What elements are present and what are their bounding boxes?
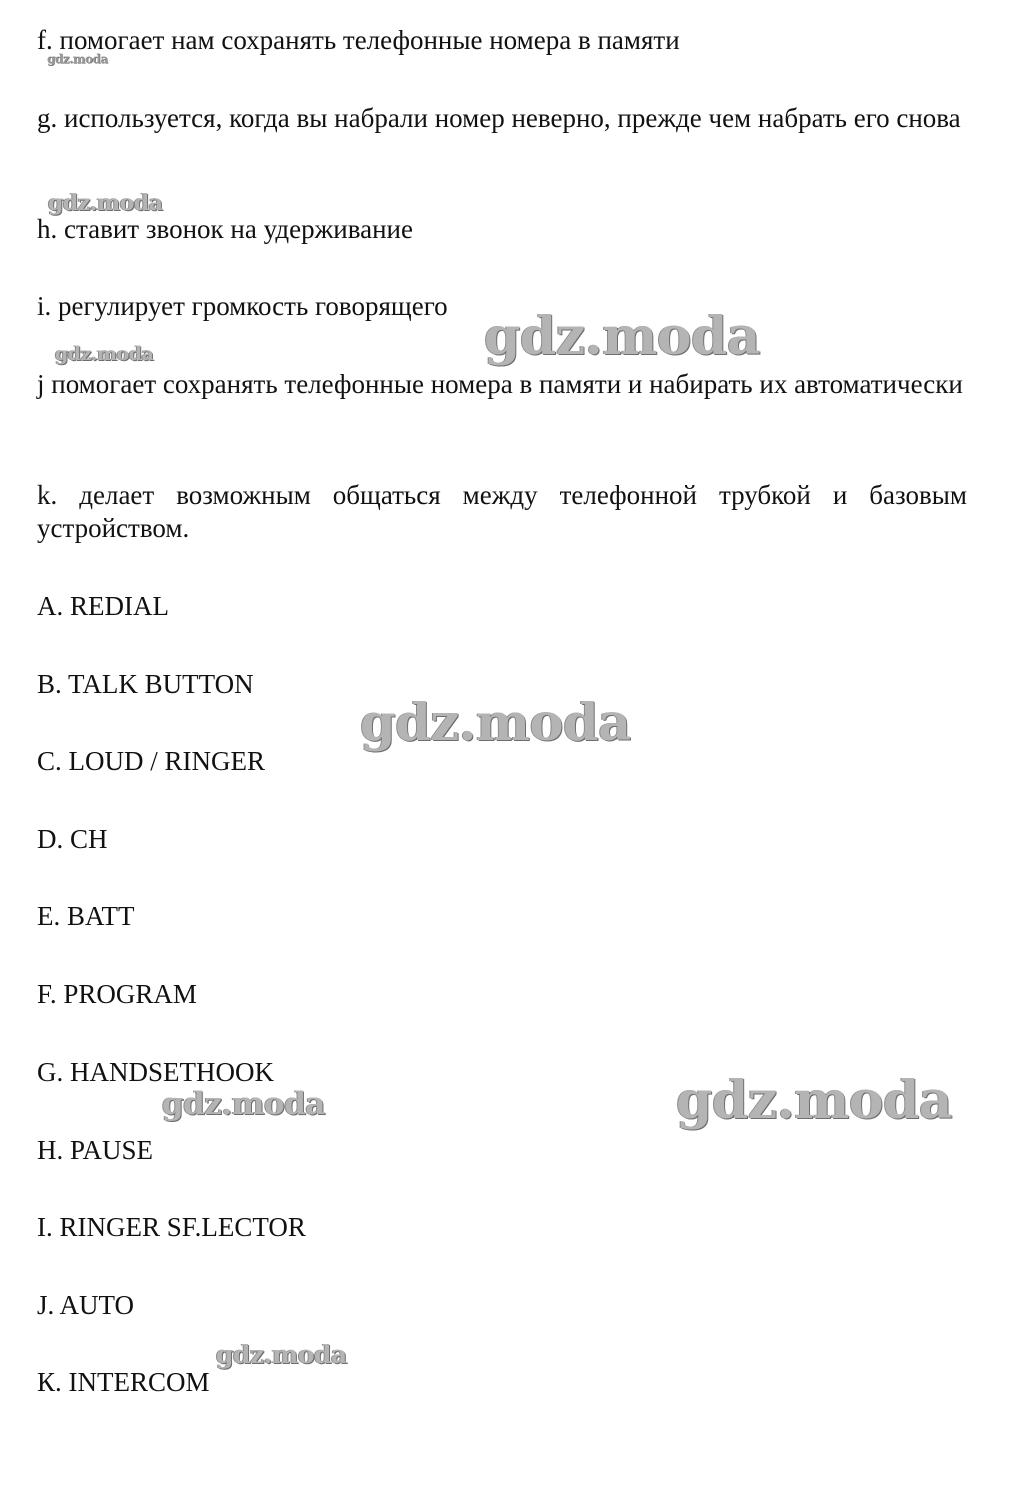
term-f: F. PROGRAM bbox=[37, 979, 197, 1009]
definition-f: f. помогает нам сохранять телефонные номера в памяти bbox=[37, 25, 680, 55]
term-a: A. REDIAL bbox=[37, 591, 169, 621]
watermark: gdz.moda bbox=[676, 1070, 953, 1131]
watermark: gdz.moda bbox=[47, 52, 108, 66]
definition-h: h. ставит звонок на удерживание bbox=[37, 214, 413, 244]
term-c: C. LOUD / RINGER bbox=[37, 746, 265, 776]
term-i: I. RINGER SF.LECTOR bbox=[37, 1212, 306, 1242]
term-b: B. TALK BUTTON bbox=[37, 669, 254, 699]
watermark: gdz.moda bbox=[48, 190, 163, 216]
watermark: gdz.moda bbox=[216, 1340, 347, 1369]
term-k: К. INTERCOM bbox=[37, 1367, 210, 1397]
term-g: G. HANDSETHOOK bbox=[37, 1057, 274, 1087]
watermark: gdz.moda bbox=[55, 343, 154, 365]
watermark: gdz.moda bbox=[360, 693, 631, 753]
term-e: E. BATT bbox=[37, 901, 135, 931]
definition-i: i. регулирует громкость говорящего bbox=[37, 291, 448, 321]
definition-j: j помогает сохранять телефонные номера в памяти и набирать их автоматически bbox=[37, 369, 963, 399]
term-j: J. AUTO bbox=[37, 1290, 135, 1320]
term-h: H. PAUSE bbox=[37, 1135, 154, 1165]
watermark: gdz.moda bbox=[484, 306, 761, 367]
definition-g: g. используется, когда вы набрали номер неверно, прежде чем набрать его снова bbox=[37, 103, 961, 133]
term-d: D. CH bbox=[37, 824, 108, 854]
watermark: gdz.moda bbox=[162, 1086, 325, 1122]
definition-k: k. делает возможным общаться между телефонной трубкой и базовым устройством. bbox=[37, 480, 967, 543]
